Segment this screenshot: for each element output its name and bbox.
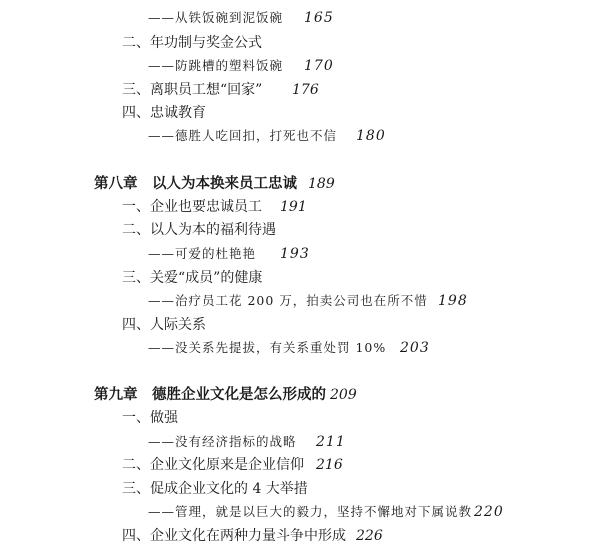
- toc-entry: [148, 56, 334, 76]
- toc-page-number: 226: [356, 528, 383, 544]
- toc-page-number: 176: [292, 82, 319, 98]
- toc-section: [122, 268, 262, 288]
- toc-entry-text: 二、以人为本的福利待遇: [122, 222, 276, 238]
- toc-page-number: 216: [316, 457, 343, 473]
- toc-entry-text: ——没关系先提拔，有关系重处罚 10%: [148, 340, 387, 355]
- toc-entry-text: 四、人际关系: [122, 317, 206, 333]
- toc-entry: [148, 244, 310, 264]
- toc-section: [122, 455, 343, 475]
- toc-page-number: 193: [280, 246, 310, 262]
- toc-page-number: 211: [316, 434, 346, 450]
- toc-page-number: 198: [438, 293, 468, 309]
- toc-section: [122, 197, 307, 217]
- toc-section: [122, 33, 262, 53]
- toc-page-number: 189: [308, 176, 335, 192]
- toc-section: [122, 526, 383, 546]
- toc-entry-text: ——从铁饭碗到泥饭碗: [148, 10, 284, 25]
- toc-entry-text: ——治疗员工花 200 万，拍卖公司也在所不惜: [148, 293, 428, 308]
- toc-page-number: 220: [474, 504, 504, 520]
- toc-page-number: 170: [304, 58, 334, 74]
- toc-entry-text: 二、企业文化原来是企业信仰: [122, 457, 304, 473]
- toc-entry-text: 一、企业也要忠诚员工: [122, 199, 262, 215]
- toc-entry-text: 四、企业文化在两种力量斗争中形成: [122, 528, 346, 544]
- toc-entry-text: 三、关爱“成员”的健康: [122, 270, 263, 286]
- chapter-heading: [94, 385, 357, 405]
- toc-entry-text: ——德胜人吃回扣，打死也不信: [148, 128, 338, 143]
- toc-entry-text: 三、离职员工想“回家”: [122, 82, 263, 98]
- toc-page-number: 180: [356, 128, 386, 144]
- toc-section: [122, 315, 206, 335]
- toc-section: [122, 479, 308, 499]
- toc-entry: [148, 502, 504, 522]
- toc-entry-text: 二、年功制与奖金公式: [122, 35, 262, 51]
- toc-entry-text: 一、做强: [122, 410, 178, 426]
- toc-entry: [148, 432, 346, 452]
- toc-section: [122, 80, 319, 100]
- toc-entry-text: ——没有经济指标的战略: [148, 434, 297, 449]
- toc-page-number: 203: [400, 340, 430, 356]
- toc-entry-text: ——可爱的杜艳艳: [148, 246, 257, 261]
- toc-entry: [148, 126, 386, 146]
- toc-entry: [148, 338, 430, 358]
- toc-entry-text: 第八章 以人为本换来员工忠诚: [94, 175, 297, 192]
- toc-page-number: 165: [304, 10, 334, 26]
- toc-entry-text: 四、忠诚教育: [122, 105, 206, 121]
- toc-entry-text: 第九章 德胜企业文化是怎么形成的: [94, 386, 326, 403]
- toc-entry-text: ——防跳槽的塑料饭碗: [148, 58, 284, 73]
- toc-section: [122, 220, 276, 240]
- toc-entry: [148, 291, 468, 311]
- toc-section: [122, 103, 206, 123]
- toc-page-number: 209: [330, 387, 357, 403]
- toc-entry: [148, 8, 334, 28]
- toc-entry-text: 三、促成企业文化的 4 大举措: [122, 481, 308, 497]
- toc-page-number: 191: [280, 199, 307, 215]
- toc-section: [122, 408, 178, 428]
- toc-entry-text: ——管理，就是以巨大的毅力，坚持不懈地对下属说教: [148, 504, 473, 519]
- chapter-heading: [94, 174, 335, 194]
